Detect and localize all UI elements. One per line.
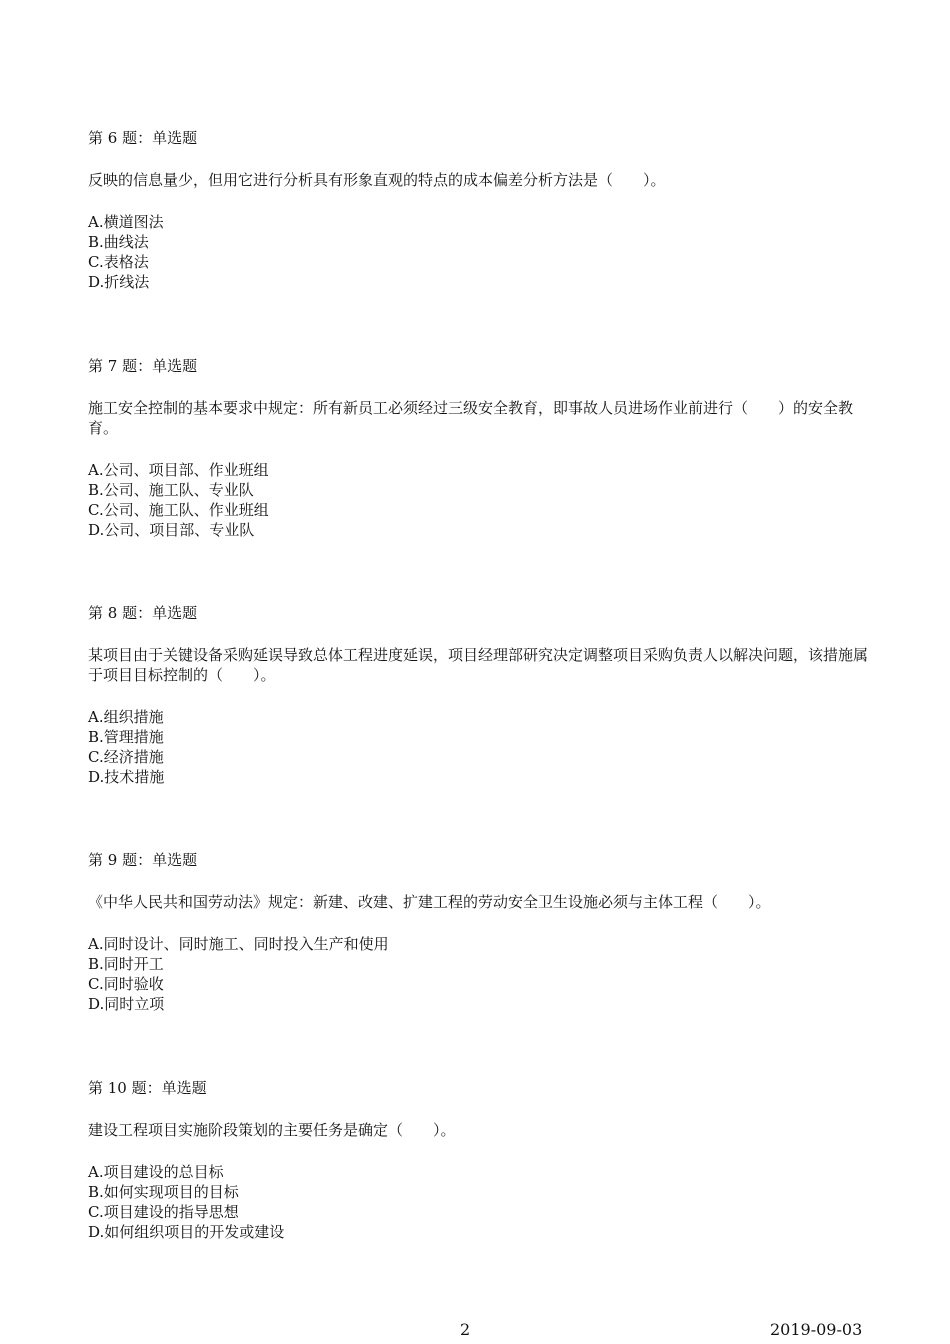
question-7 bbox=[88, 356, 868, 540]
option-b: B.如何实现项目的目标 bbox=[88, 1183, 239, 1201]
option-a: A.组织措施 bbox=[88, 708, 164, 726]
question-stem: 施工安全控制的基本要求中规定：所有新员工必须经过三级安全教育，即事故人员进场作业前进行（ ）的安全教育。 bbox=[88, 399, 854, 437]
option-list bbox=[88, 1162, 868, 1242]
option-d: D.技术措施 bbox=[88, 768, 165, 786]
question-stem: 建设工程项目实施阶段策划的主要任务是确定（ ）。 bbox=[88, 1121, 456, 1139]
option-a: A.公司、项目部、作业班组 bbox=[88, 461, 269, 479]
option-b: B.公司、施工队、专业队 bbox=[88, 481, 254, 499]
option-c: C.表格法 bbox=[88, 253, 149, 271]
question-header: 第 10 题：单选题 bbox=[88, 1079, 207, 1097]
question-10 bbox=[88, 1078, 868, 1242]
option-b: B.同时开工 bbox=[88, 955, 164, 973]
page-number: 2 bbox=[460, 1320, 471, 1339]
option-a: A.项目建设的总目标 bbox=[88, 1163, 224, 1181]
option-b: B.管理措施 bbox=[88, 728, 164, 746]
option-d: D.同时立项 bbox=[88, 995, 165, 1013]
question-stem: 反映的信息量少，但用它进行分析具有形象直观的特点的成本偏差分析方法是（ ）。 bbox=[88, 171, 666, 189]
question-6 bbox=[88, 128, 868, 292]
option-c: C.同时验收 bbox=[88, 975, 164, 993]
question-header: 第 6 题：单选题 bbox=[88, 129, 198, 147]
option-c: C.经济措施 bbox=[88, 748, 164, 766]
option-d: D.折线法 bbox=[88, 273, 150, 291]
option-list bbox=[88, 707, 868, 787]
option-list bbox=[88, 460, 868, 540]
option-c: C.项目建设的指导思想 bbox=[88, 1203, 239, 1221]
question-header: 第 9 题：单选题 bbox=[88, 851, 198, 869]
option-list bbox=[88, 934, 868, 1014]
option-a: A.横道图法 bbox=[88, 213, 164, 231]
option-d: D.公司、项目部、专业队 bbox=[88, 521, 255, 539]
footer-date: 2019-09-03 bbox=[770, 1320, 863, 1339]
question-9 bbox=[88, 850, 868, 1014]
question-stem: 《中华人民共和国劳动法》规定：新建、改建、扩建工程的劳动安全卫生设施必须与主体工程（ ）。 bbox=[88, 893, 771, 911]
option-c: C.公司、施工队、作业班组 bbox=[88, 501, 269, 519]
question-stem: 某项目由于关键设备采购延误导致总体工程进度延误，项目经理部研究决定调整项目采购负责人以解决问题，该措施属于项目目标控制的（ ）。 bbox=[88, 646, 869, 684]
question-header: 第 8 题：单选题 bbox=[88, 604, 198, 622]
question-header: 第 7 题：单选题 bbox=[88, 357, 198, 375]
option-b: B.曲线法 bbox=[88, 233, 149, 251]
option-d: D.如何组织项目的开发或建设 bbox=[88, 1223, 285, 1241]
question-8 bbox=[88, 603, 868, 787]
option-a: A.同时设计、同时施工、同时投入生产和使用 bbox=[88, 935, 389, 953]
option-list bbox=[88, 212, 868, 292]
